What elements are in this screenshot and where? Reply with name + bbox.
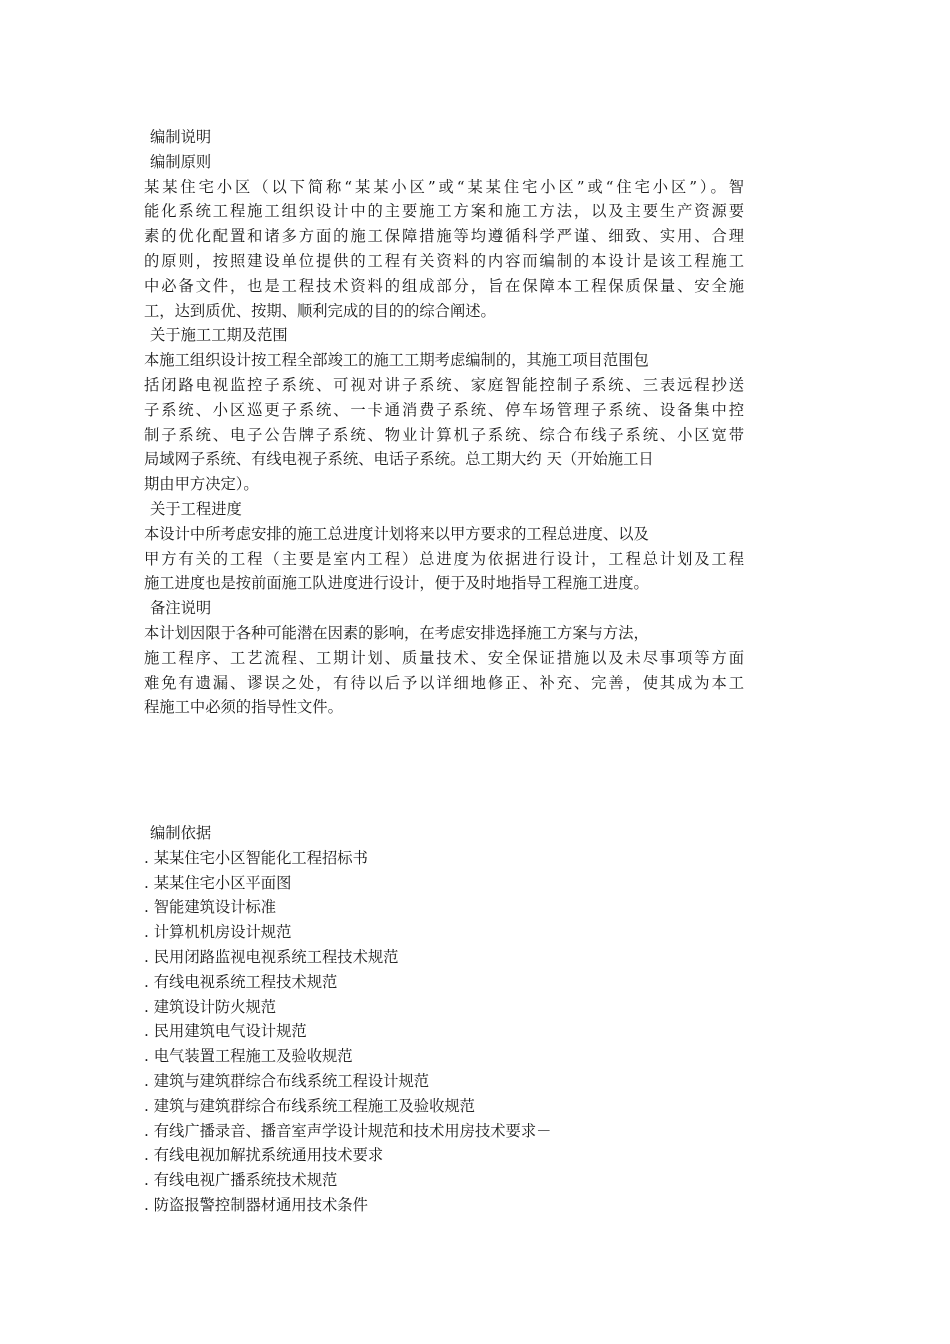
section-explanation <box>144 125 744 720</box>
list-item: . 有线广播录音、播音室声学设计规范和技术用房技术要求－ <box>144 1121 552 1140</box>
list-item: . 建筑设计防火规范 <box>144 997 277 1016</box>
list-item: . 有线电视系统工程技术规范 <box>144 972 338 991</box>
subsection-heading-principles: 编制原则 <box>150 152 212 171</box>
paragraph-line: 施工程序、工艺流程、工期计划、质量技术、安全保证措施以及未尽事项等方面 <box>144 648 744 667</box>
subsection-heading-schedule-scope: 关于施工工期及范围 <box>150 326 288 345</box>
list-item: . 有线电视加解扰系统通用技术要求 <box>144 1146 384 1165</box>
paragraph-line: 能化系统工程施工组织设计中的主要施工方案和施工方法，以及主要生产资源要 <box>144 202 744 221</box>
list-item: . 电气装置工程施工及验收规范 <box>144 1047 353 1066</box>
list-item: . 建筑与建筑群综合布线系统工程施工及验收规范 <box>144 1096 475 1115</box>
paragraph-line: 本计划因限于各种可能潜在因素的影响，在考虑安排选择施工方案与方法， <box>144 623 649 642</box>
paragraph-line: 的原则，按照建设单位提供的工程有关资料的内容而编制的本设计是该工程施工 <box>144 251 744 270</box>
paragraph-line: 括闭路电视监控子系统、可视对讲子系统、家庭智能控制子系统、三表远程抄送 <box>144 375 744 394</box>
list-item: . 智能建筑设计标准 <box>144 898 277 917</box>
list-item: . 某某住宅小区平面图 <box>144 873 292 892</box>
subsection-heading-remarks: 备注说明 <box>150 599 212 618</box>
list-item: . 建筑与建筑群综合布线系统工程设计规范 <box>144 1071 430 1090</box>
section-title: 编制说明 <box>150 128 212 146</box>
list-item: . 某某住宅小区智能化工程招标书 <box>144 848 368 867</box>
paragraph-line: 本设计中所考虑安排的施工总进度计划将来以甲方要求的工程总进度、以及 <box>144 524 649 543</box>
section-basis-heading: 编制依据 <box>150 824 212 842</box>
paragraph-line: 子系统、小区巡更子系统、一卡通消费子系统、停车场管理子系统、设备集中控 <box>144 400 744 419</box>
list-item: . 民用建筑电气设计规范 <box>144 1022 307 1041</box>
section-basis <box>144 821 744 1218</box>
list-item: . 民用闭路监视电视系统工程技术规范 <box>144 947 399 966</box>
list-item: . 计算机机房设计规范 <box>144 923 292 942</box>
list-item: . 有线电视广播系统技术规范 <box>144 1171 338 1190</box>
paragraph-line: 中必备文件，也是工程技术资料的组成部分，旨在保障本工程保质保量、安全施 <box>144 276 744 295</box>
list-item: . 防盗报警控制器材通用技术条件 <box>144 1195 368 1214</box>
paragraph-line: 某某住宅小区（以下简称“某某小区”或“某某住宅小区”或“住宅小区”）。智 <box>144 177 744 196</box>
paragraph-line: 甲方有关的工程（主要是室内工程）总进度为依据进行设计，工程总计划及工程 <box>144 549 744 568</box>
paragraph-line: 程施工中必须的指导性文件。 <box>144 698 343 717</box>
paragraph-line: 素的优化配置和诸多方面的施工保障措施等均遵循科学严谨、细致、实用、合理 <box>144 227 744 246</box>
paragraph-line: 施工进度也是按前面施工队进度进行设计，便于及时地指导工程施工进度。 <box>144 574 649 593</box>
subsection-heading-progress: 关于工程进度 <box>150 499 242 518</box>
paragraph-line: 工，达到质优、按期、顺利完成的目的的综合阐述。 <box>144 301 496 320</box>
paragraph-line: 本施工组织设计按工程全部竣工的施工工期考虑编制的，其施工项目范围包 <box>144 351 649 370</box>
paragraph-line: 局域网子系统、有线电视子系统、电话子系统。总工期大约 天（开始施工日 <box>144 450 654 469</box>
paragraph-line: 期由甲方决定）。 <box>144 475 259 494</box>
paragraph-line: 难免有遗漏、谬误之处，有待以后予以详细地修正、补充、完善，使其成为本工 <box>144 673 744 692</box>
paragraph-line: 制子系统、电子公告牌子系统、物业计算机子系统、综合布线子系统、小区宽带 <box>144 425 744 444</box>
